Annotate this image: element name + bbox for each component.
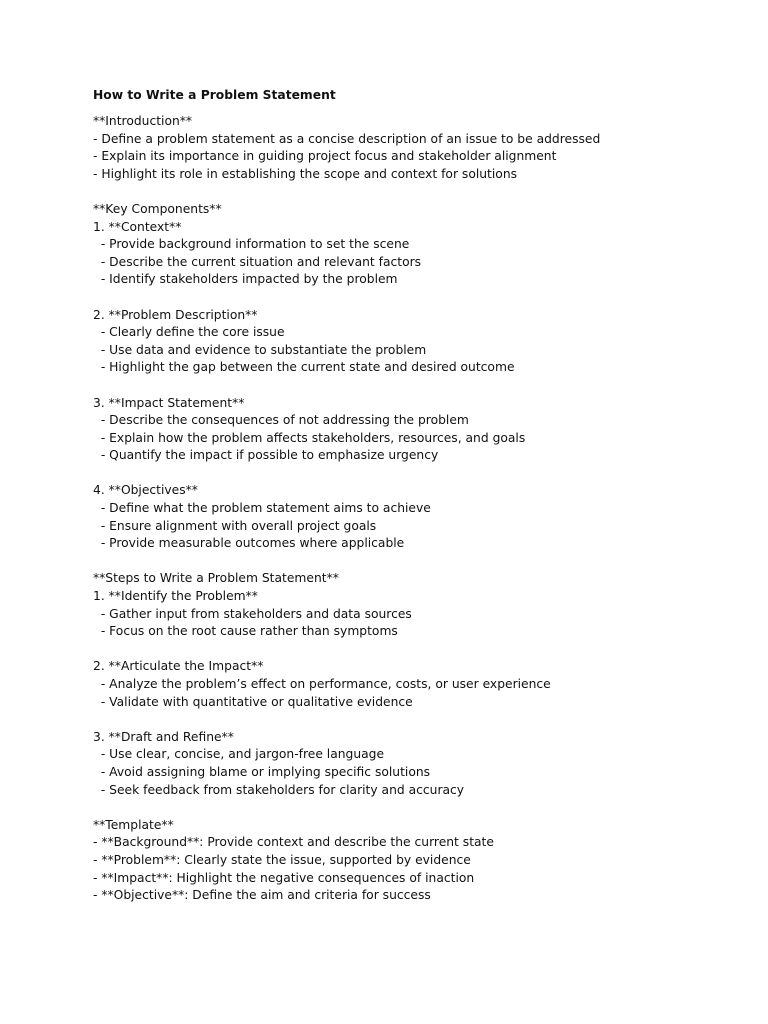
step-item: - Analyze the problem’s effect on performance, costs, or user experience [93, 677, 551, 691]
spacer [93, 711, 733, 729]
template-item: - **Impact**: Highlight the negative consequences of inaction [93, 870, 475, 885]
step-item: - Focus on the root cause rather than symptoms [93, 624, 398, 639]
template-item: - **Objective**: Define the aim and criteria for success [93, 888, 431, 903]
component-item: - Describe the consequences of not addressing the problem [93, 413, 469, 428]
component-heading-context: 1. **Context** [93, 219, 182, 234]
spacer [93, 553, 733, 571]
steps-heading: **Steps to Write a Problem Statement** [93, 571, 339, 586]
introduction-item: - Explain its importance in guiding project focus and stakeholder alignment [93, 149, 557, 164]
document-title: How to Write a Problem Statement [93, 88, 336, 102]
step-heading-articulate: 2. **Articulate the Impact** [93, 659, 264, 674]
document-page [93, 86, 733, 905]
step-item: - Validate with quantitative or qualitative evidence [93, 694, 413, 709]
template-heading: **Template** [93, 817, 174, 832]
step-heading-draft: 3. **Draft and Refine** [93, 729, 234, 744]
component-item: - Quantify the impact if possible to emphasize urgency [93, 448, 439, 463]
component-item: - Use data and evidence to substantiate the problem [93, 342, 427, 357]
spacer [93, 377, 733, 395]
spacer [93, 641, 733, 659]
spacer [93, 289, 733, 307]
step-item: - Seek feedback from stakeholders for clarity and accuracy [93, 782, 465, 797]
component-item: - Highlight the gap between the current state and desired outcome [93, 360, 515, 375]
introduction-item: - Highlight its role in establishing the scope and context for solutions [93, 166, 518, 181]
component-item: - Provide measurable outcomes where applicable [93, 536, 405, 551]
introduction-heading: **Introduction** [93, 114, 193, 128]
key-components-heading: **Key Components** [93, 201, 222, 216]
step-heading-identify: 1. **Identify the Problem** [93, 589, 258, 604]
component-item: - Provide background information to set the scene [93, 237, 410, 252]
component-heading-problem-description: 2. **Problem Description** [93, 307, 258, 322]
step-item: - Avoid assigning blame or implying specific solutions [93, 764, 431, 779]
spacer [93, 465, 733, 483]
component-item: - Explain how the problem affects stakeholders, resources, and goals [93, 430, 526, 445]
component-heading-objectives: 4. **Objectives** [93, 483, 198, 498]
component-item: - Identify stakeholders impacted by the problem [93, 272, 398, 287]
template-item: - **Background**: Provide context and describe the current state [93, 835, 494, 850]
component-item: - Describe the current situation and relevant factors [93, 254, 422, 269]
component-item: - Clearly define the core issue [93, 325, 285, 340]
step-item: - Use clear, concise, and jargon-free language [93, 747, 385, 762]
step-item: - Gather input from stakeholders and data sources [93, 606, 412, 621]
component-heading-impact-statement: 3. **Impact Statement** [93, 395, 245, 410]
component-item: - Define what the problem statement aims to achieve [93, 501, 431, 516]
spacer [93, 799, 733, 817]
component-item: - Ensure alignment with overall project goals [93, 518, 377, 533]
template-item: - **Problem**: Clearly state the issue, supported by evidence [93, 852, 471, 867]
introduction-item: - Define a problem statement as a concise description of an issue to be addressed [93, 131, 601, 146]
spacer [93, 183, 733, 201]
